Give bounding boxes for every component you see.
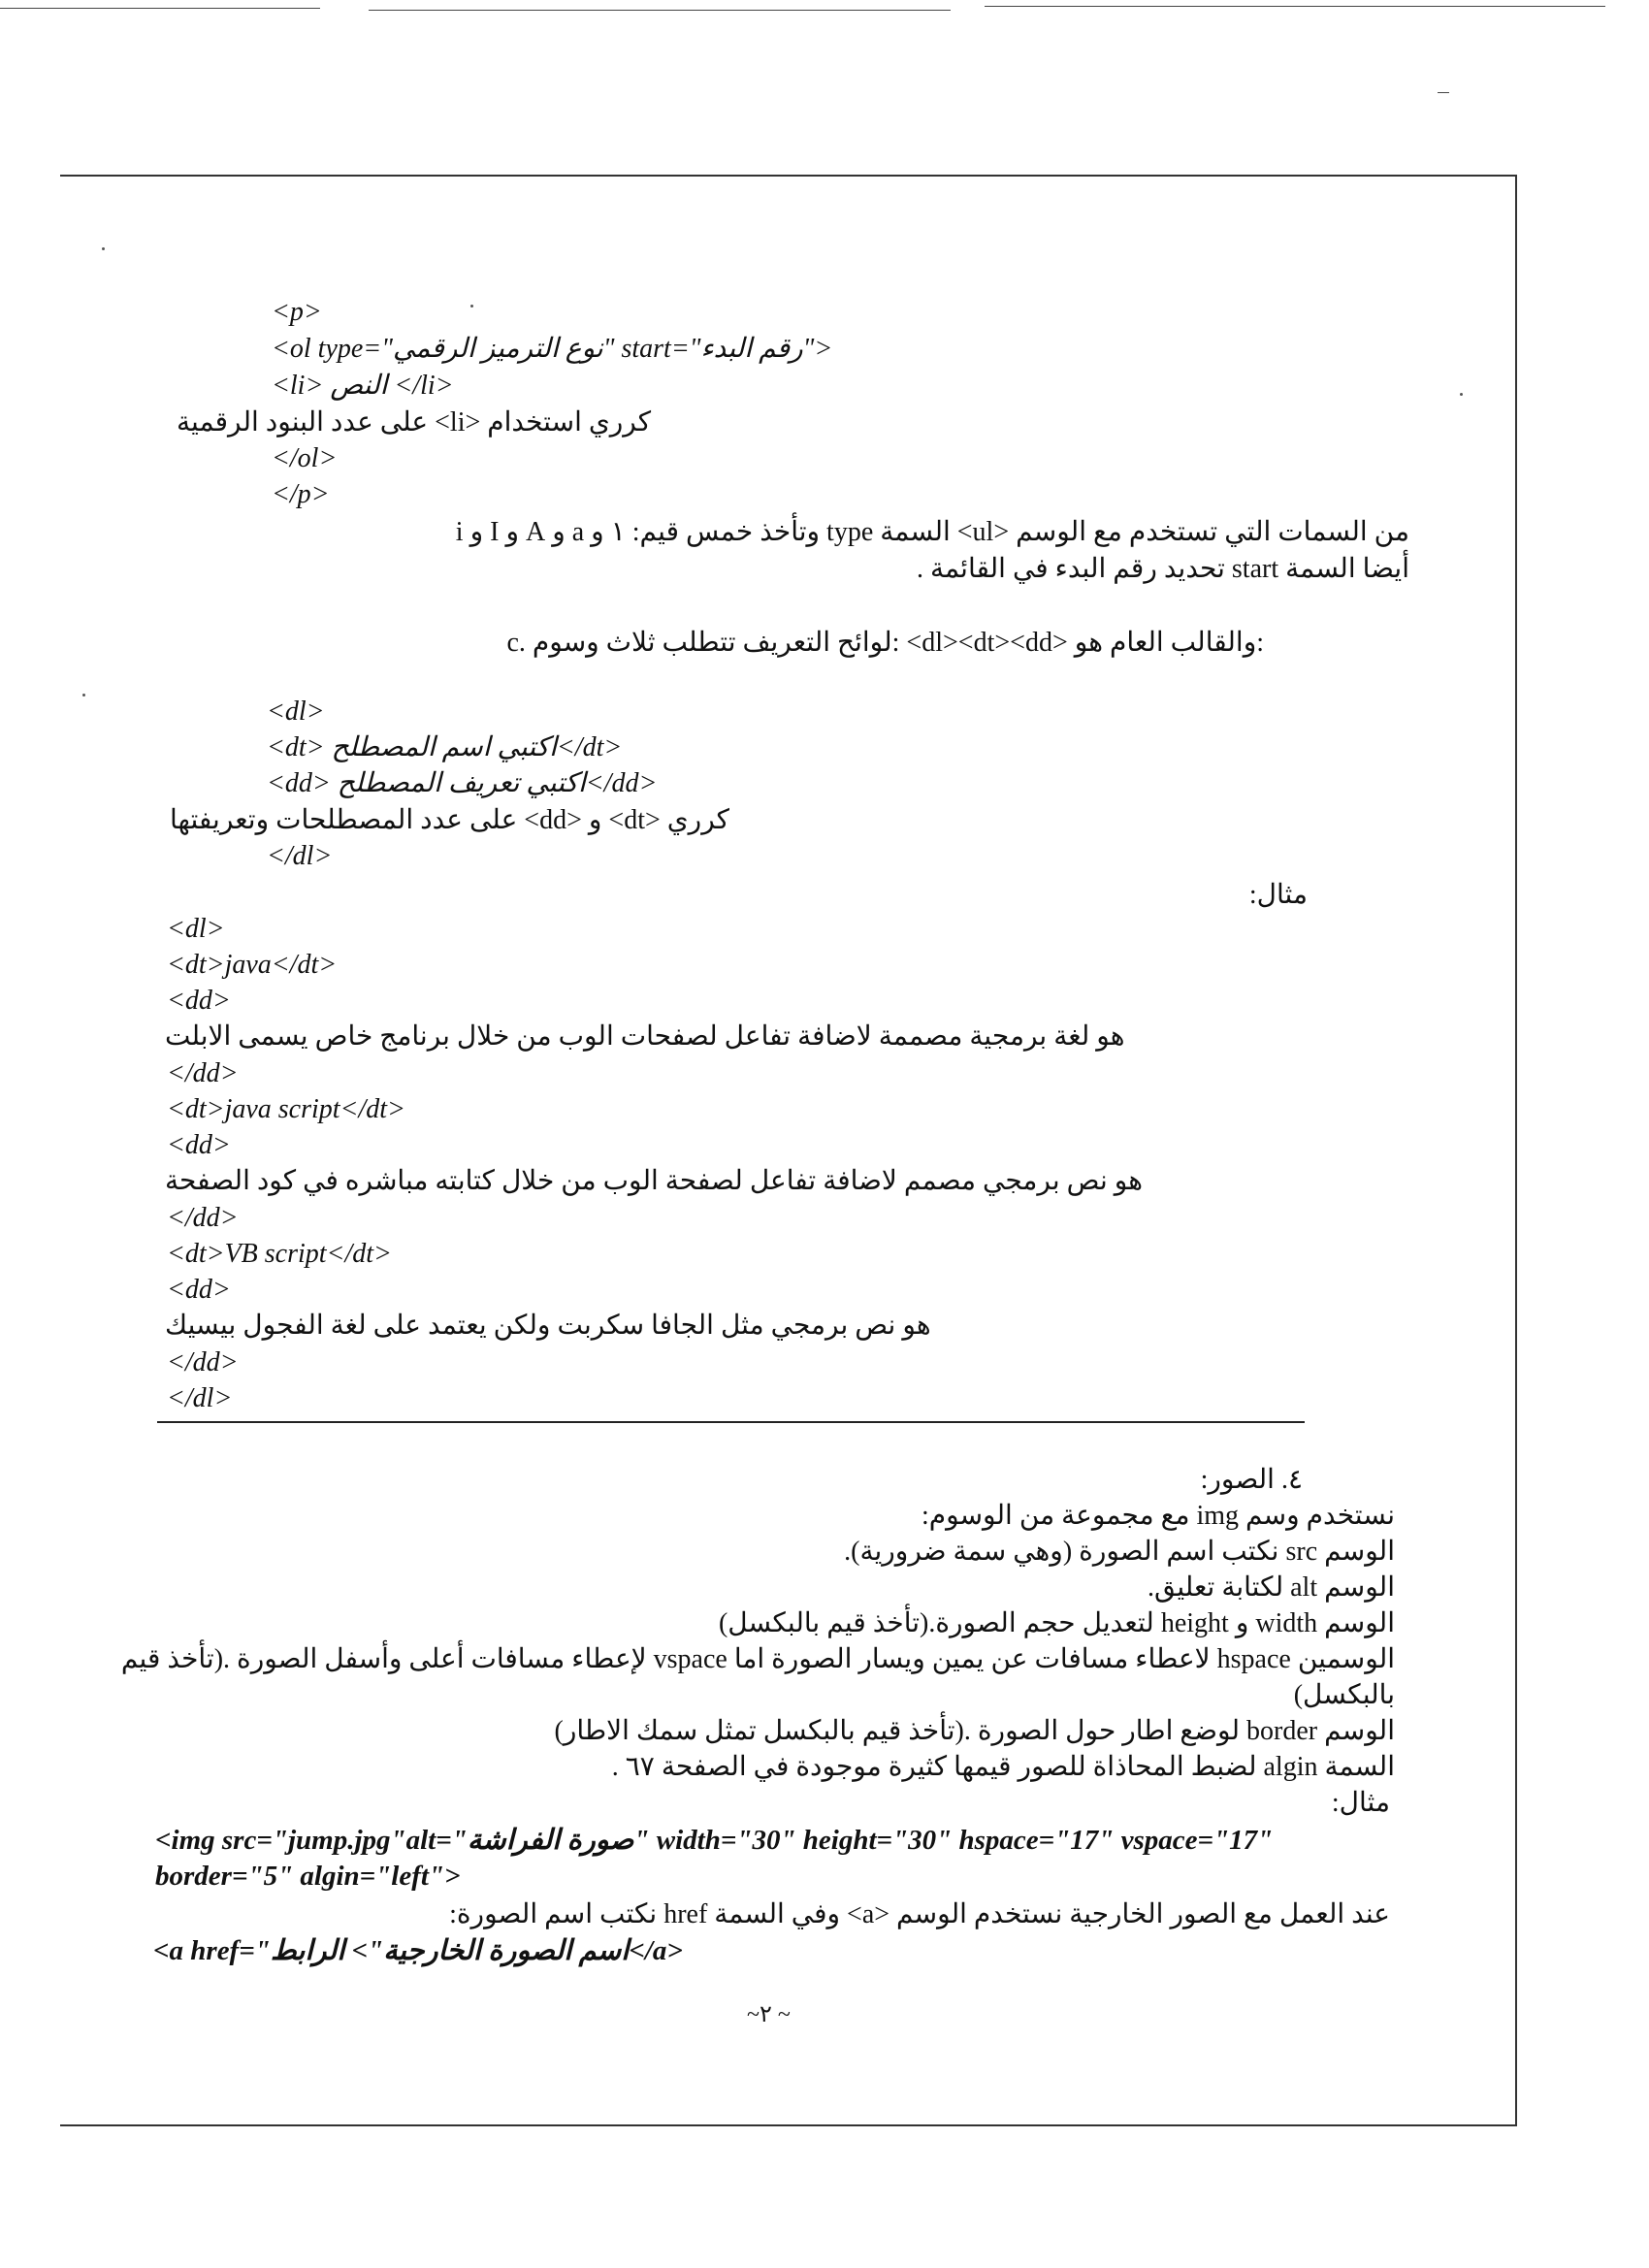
code-line: </dd>: [167, 1203, 239, 1233]
images-heading: ٤. الصور:: [1200, 1465, 1303, 1495]
code-line: <p>: [272, 297, 322, 327]
attribute-line: الوسم alt لكتابة تعليق.: [1147, 1572, 1395, 1603]
code-line: <li> النص </li>: [272, 371, 454, 401]
scan-dash: [1438, 92, 1449, 93]
attribute-line: الوسم src نكتب اسم الصورة (وهي سمة ضرورية).: [844, 1537, 1395, 1567]
external-images-note: عند العمل مع الصور الخارجية نستخدم الوسم <a> وفي السمة href نكتب اسم الصورة:: [449, 1899, 1390, 1929]
repeat-note: كرري <dt> و <dd> على عدد المصطلحات وتعريفتها: [170, 805, 729, 835]
ol-start-note: أيضا السمة start تحديد رقم البدء في القائمة .: [916, 554, 1409, 584]
scan-edge-top-right: [985, 6, 1605, 7]
code-line: <dt>java script</dt>: [167, 1094, 405, 1124]
code-line: </p>: [272, 479, 330, 509]
code-line: </dl>: [167, 1383, 233, 1413]
code-line: <dd>: [167, 986, 231, 1016]
code-line: <dt>java</dt>: [167, 950, 338, 980]
code-line: </dd>: [167, 1058, 239, 1088]
section-divider: [157, 1421, 1305, 1423]
attribute-line: الوسمين hspace لاعطاء مسافات عن يمين ويسار الصورة اما vspace لإعطاء مسافات أعلى وأسفل الصورة .(تأخذ قيم: [120, 1644, 1395, 1674]
example-label: مثال:: [1248, 880, 1308, 910]
code-line: <dt>VB script</dt>: [167, 1239, 392, 1269]
attribute-line: نستخدم وسم img مع مجموعة من الوسوم:: [922, 1501, 1395, 1531]
scan-edge-top-mid: [369, 10, 951, 11]
code-line: <dl>: [167, 914, 225, 944]
images-example-label: مثال:: [1331, 1788, 1390, 1818]
attribute-line: السمة algin لضبط المحاذاة للصور قيمها كثيرة موجودة في الصفحة ٦٧ .: [611, 1752, 1395, 1782]
definition-text: هو نص برمجي مثل الجافا سكربت ولكن يعتمد على لغة الفجول بيسيك: [165, 1311, 931, 1341]
code-line: <dl>: [267, 697, 325, 727]
attribute-line: الوسم border لوضع اطار حول الصورة .(تأخذ قيم بالبكسل تمثل سمك الاطار): [554, 1716, 1395, 1746]
ol-type-note: من السمات التي تستخدم مع الوسم <ul> السمة type وتأخذ خمس قيم: ١ و a و A و I و i: [455, 517, 1409, 547]
scan-edge-top-left: [0, 8, 320, 9]
definition-text: هو لغة برمجية مصممة لاضافة تفاعل لصفحات الوب من خلال برنامج خاص يسمى الابلت: [165, 1021, 1125, 1052]
code-line: </dl>: [267, 841, 333, 871]
code-line: <dt> اكتبي اسم المصطلح</dt>: [267, 732, 623, 762]
code-line: <dd>: [167, 1130, 231, 1160]
img-code-line: <img src="jump.jpg"alt="صورة الفراشة" width="30" height="30" hspace="17" vspace="17": [155, 1825, 1274, 1856]
code-line: <ol type="نوع الترميز الرقمي" start="رقم البدء">: [272, 334, 833, 364]
definition-heading: c. لوائح التعريف تتطلب ثلاث وسوم: <dl><dt><dd> والقالب العام هو:: [506, 628, 1264, 658]
img-code-line: border="5" algin="left">: [155, 1861, 461, 1892]
code-line: </ol>: [272, 443, 338, 473]
attribute-line: الوسم width و height لتعديل حجم الصورة.(تأخذ قيم بالبكسل): [718, 1608, 1395, 1638]
repeat-note: كرري استخدام <li> على عدد البنود الرقمية: [177, 407, 652, 437]
code-line: <dd>: [167, 1275, 231, 1305]
external-image-code: <a href="اسم الصورة الخارجية"> الرابط</a>: [153, 1935, 683, 1966]
definition-text: هو نص برمجي مصمم لاضافة تفاعل لصفحة الوب من خلال كتابته مباشره في كود الصفحة: [165, 1166, 1143, 1196]
attribute-line: بالبكسل): [1293, 1680, 1395, 1710]
code-line: </dd>: [167, 1347, 239, 1377]
code-line: <dd> اكتبي تعريف المصطلح</dd>: [267, 768, 658, 798]
page-number: ~ ٢~: [747, 2002, 791, 2027]
